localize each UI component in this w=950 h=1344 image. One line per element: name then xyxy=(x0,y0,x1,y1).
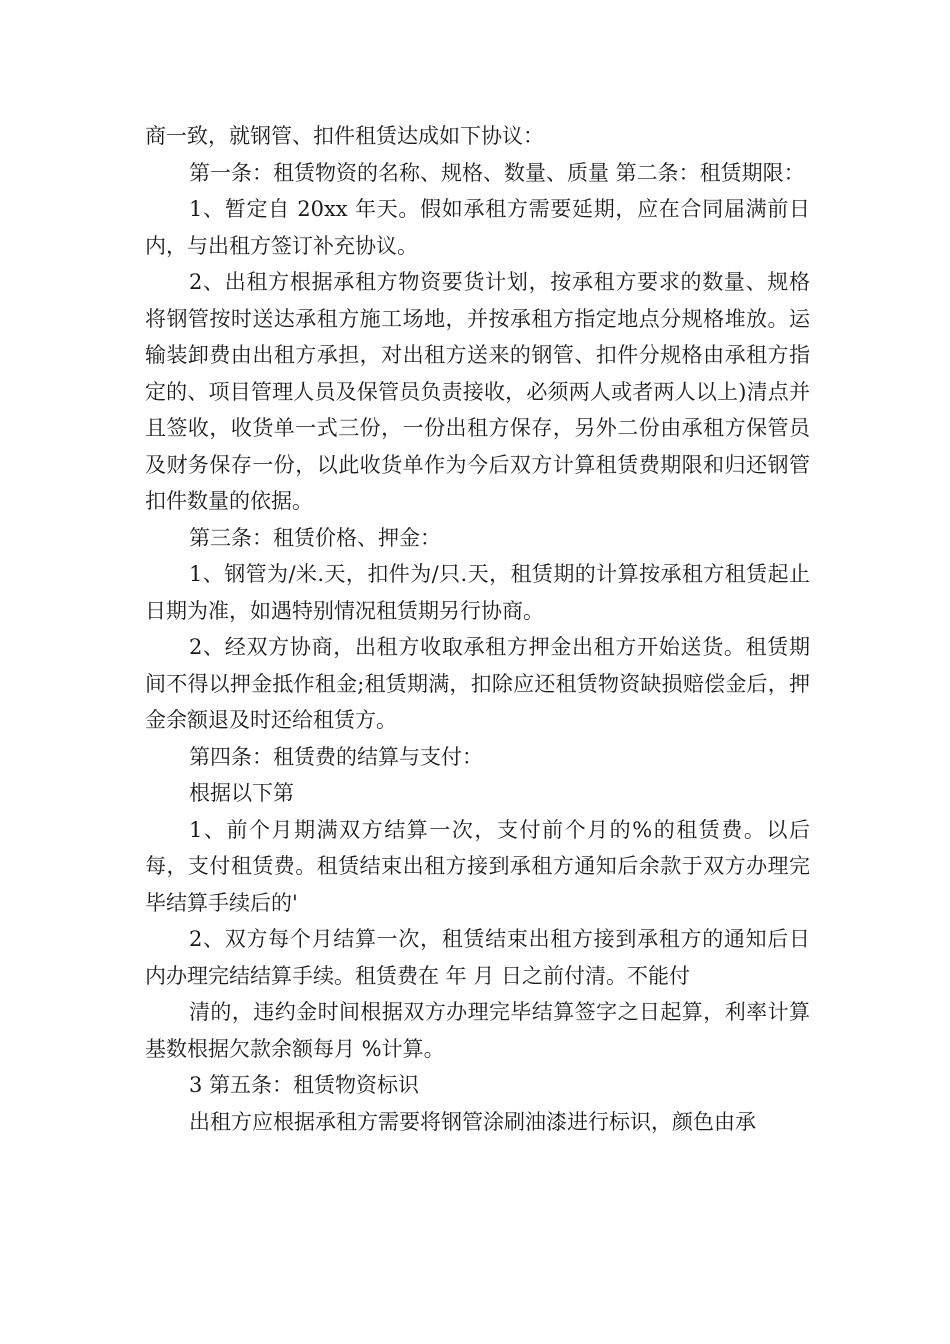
paragraph: 第四条：租赁费的结算与支付： xyxy=(189,744,483,769)
paragraph: 2、经双方协商，出租方收取承租方押金出租方开始送货。租赁期间不得以押金抵作租金;租赁期满，扣除应还租赁物资缺损赔偿金后，押金余额退及时还给租赁方。 xyxy=(145,635,810,732)
paragraph: 2、双方每个月结算一次，租赁结束出租方接到承租方的通知后日内办理完结结算手续。租赁费在 年 月 日之前付清。不能付 xyxy=(145,927,810,988)
paragraph: 3 第五条：租赁物资标识 xyxy=(189,1073,420,1097)
paragraph: 清的，违约金时间根据双方办理完毕结算签字之日起算，利率计算基数根据欠款余额每月 %计算。 xyxy=(145,1000,810,1061)
paragraph: 出租方应根据承租方需要将钢管涂刷油漆进行标识，颜色由承 xyxy=(189,1109,756,1134)
paragraph: 第三条：租赁价格、押金： xyxy=(189,525,441,550)
document-body xyxy=(145,118,810,1140)
paragraph: 1、前个月期满双方结算一次，支付前个月的%的租赁费。以后每，支付租赁费。租赁结束出租方接到承租方通知后余款于双方办理完毕结算手续后的' xyxy=(145,817,810,915)
paragraph: 1、暂定自 20xx 年天。假如承租方需要延期，应在合同届满前日内，与出租方签订补充协议。 xyxy=(145,197,810,258)
paragraph: 2、出租方根据承租方物资要货计划，按承租方要求的数量、规格将钢管按时送达承租方施工场地，并按承租方指定地点分规格堆放。运输装卸费由出租方承担，对出租方送来的钢管、扣件分规格由承租方指定的、项目管理人员及保管员负责接收，必须两人或者两人以上)清点并且签收，收货单一式三份，一份出租方保存，另外二份由承租方保管员及财务保存一份，以此收货单作为今后双方计算租赁费期限和归还钢管扣件数量的依据。 xyxy=(145,270,810,513)
paragraph: 1、钢管为/米.天，扣件为/只.天，租赁期的计算按承租方租赁起止日期为准，如遇特别情况租赁期另行协商。 xyxy=(145,562,810,623)
paragraph: 第一条：租赁物资的名称、规格、数量、质量 第二条：租赁期限： xyxy=(189,160,805,185)
paragraph: 商一致，就钢管、扣件租赁达成如下协议： xyxy=(145,124,544,148)
paragraph: 根据以下第 xyxy=(189,781,294,805)
